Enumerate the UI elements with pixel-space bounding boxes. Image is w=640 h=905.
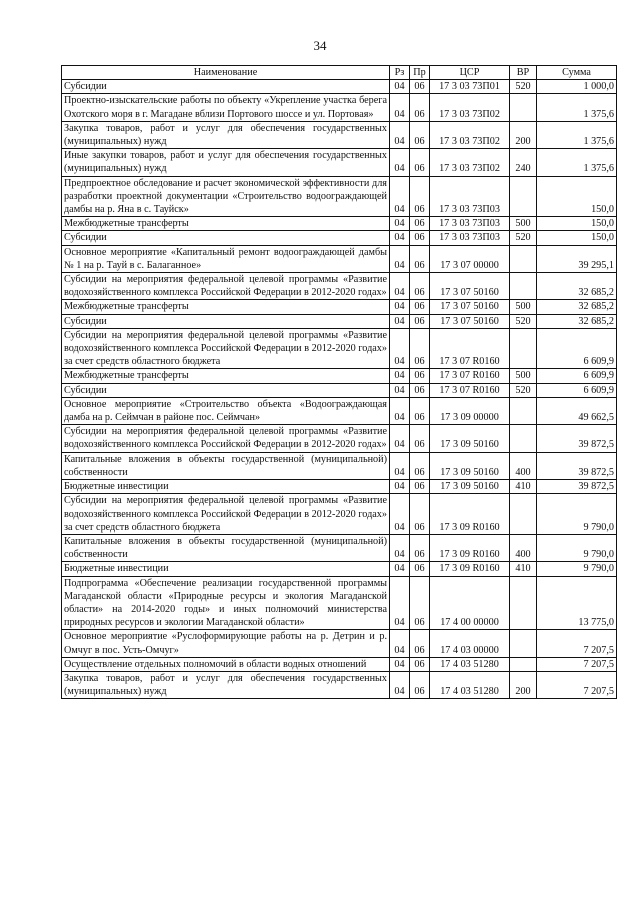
cell-pr: 06 bbox=[410, 480, 430, 494]
cell-sum: 1 375,6 bbox=[537, 94, 617, 121]
table-row bbox=[62, 273, 617, 300]
cell-csr: 17 3 03 73П02 bbox=[430, 94, 510, 121]
cell-pr: 06 bbox=[410, 369, 430, 383]
cell-rz: 04 bbox=[390, 425, 410, 452]
cell-sum: 150,0 bbox=[537, 217, 617, 231]
cell-sum: 9 790,0 bbox=[537, 562, 617, 576]
table-row bbox=[62, 671, 617, 698]
cell-pr: 06 bbox=[410, 630, 430, 657]
cell-vr: 400 bbox=[510, 534, 537, 561]
table-row bbox=[62, 231, 617, 245]
cell-pr: 06 bbox=[410, 217, 430, 231]
cell-vr: 200 bbox=[510, 121, 537, 148]
cell-pr: 06 bbox=[410, 534, 430, 561]
cell-csr: 17 3 07 R0160 bbox=[430, 369, 510, 383]
header-vr: ВР bbox=[510, 66, 537, 80]
table-row bbox=[62, 480, 617, 494]
cell-csr: 17 4 03 51280 bbox=[430, 671, 510, 698]
cell-sum: 7 207,5 bbox=[537, 671, 617, 698]
table-row bbox=[62, 494, 617, 535]
cell-rz: 04 bbox=[390, 80, 410, 94]
cell-name: Субсидии на мероприятия федеральной целевой программы «Развитие водохозяйственного комплекса Российской Федерации в 2012-2020 годах» за счет средств областного бюджета bbox=[62, 328, 390, 369]
cell-name: Иные закупки товаров, работ и услуг для обеспечения государственных (муниципальных) нужд bbox=[62, 149, 390, 176]
cell-rz: 04 bbox=[390, 231, 410, 245]
cell-sum: 49 662,5 bbox=[537, 397, 617, 424]
header-row bbox=[62, 66, 617, 80]
cell-pr: 06 bbox=[410, 94, 430, 121]
table-row bbox=[62, 94, 617, 121]
cell-name: Субсидии bbox=[62, 80, 390, 94]
cell-pr: 06 bbox=[410, 121, 430, 148]
table-row bbox=[62, 300, 617, 314]
cell-pr: 06 bbox=[410, 328, 430, 369]
cell-rz: 04 bbox=[390, 121, 410, 148]
header-pr: Пр bbox=[410, 66, 430, 80]
table-row bbox=[62, 562, 617, 576]
cell-pr: 06 bbox=[410, 176, 430, 217]
cell-rz: 04 bbox=[390, 494, 410, 535]
cell-rz: 04 bbox=[390, 217, 410, 231]
cell-sum: 39 872,5 bbox=[537, 452, 617, 479]
cell-pr: 06 bbox=[410, 231, 430, 245]
cell-vr bbox=[510, 630, 537, 657]
cell-vr: 200 bbox=[510, 671, 537, 698]
cell-name: Подпрограмма «Обеспечение реализации государственной программы Магаданской области «Природные ресурсы и экология Магаданской области» на 2014-2020 годы» и иных полномочий министерства природных ресурсов и экологии Магаданской области» bbox=[62, 576, 390, 630]
cell-csr: 17 3 09 R0160 bbox=[430, 534, 510, 561]
cell-csr: 17 3 03 73П02 bbox=[430, 121, 510, 148]
cell-rz: 04 bbox=[390, 369, 410, 383]
cell-csr: 17 3 03 73П03 bbox=[430, 176, 510, 217]
cell-pr: 06 bbox=[410, 494, 430, 535]
cell-name: Капитальные вложения в объекты государственной (муниципальной) собственности bbox=[62, 452, 390, 479]
cell-pr: 06 bbox=[410, 245, 430, 272]
cell-name: Основное мероприятие «Руслоформирующие работы на р. Детрин и р. Омчуг в пос. Усть-Омчуг» bbox=[62, 630, 390, 657]
cell-name: Основное мероприятие «Строительство объекта «Водоограждающая дамба на р. Сеймчан в районе пос. Сеймчан» bbox=[62, 397, 390, 424]
cell-pr: 06 bbox=[410, 397, 430, 424]
cell-name: Проектно-изыскательские работы по объекту «Укрепление участка берега Охотского моря в г. Магадане вблизи Портового шоссе и ул. Портовая» bbox=[62, 94, 390, 121]
cell-vr bbox=[510, 576, 537, 630]
cell-rz: 04 bbox=[390, 94, 410, 121]
cell-vr: 500 bbox=[510, 369, 537, 383]
cell-sum: 1 375,6 bbox=[537, 121, 617, 148]
cell-rz: 04 bbox=[390, 176, 410, 217]
header-sum: Сумма bbox=[537, 66, 617, 80]
cell-csr: 17 3 09 50160 bbox=[430, 452, 510, 479]
table-row bbox=[62, 149, 617, 176]
cell-sum: 1 375,6 bbox=[537, 149, 617, 176]
cell-rz: 04 bbox=[390, 314, 410, 328]
table-row bbox=[62, 217, 617, 231]
cell-name: Межбюджетные трансферты bbox=[62, 369, 390, 383]
header-name: Наименование bbox=[62, 66, 390, 80]
cell-sum: 150,0 bbox=[537, 231, 617, 245]
cell-pr: 06 bbox=[410, 80, 430, 94]
cell-vr: 240 bbox=[510, 149, 537, 176]
cell-name: Осуществление отдельных полномочий в области водных отношений bbox=[62, 657, 390, 671]
table-body bbox=[62, 80, 617, 699]
table-header bbox=[62, 66, 617, 80]
cell-sum: 7 207,5 bbox=[537, 630, 617, 657]
cell-sum: 7 207,5 bbox=[537, 657, 617, 671]
cell-rz: 04 bbox=[390, 630, 410, 657]
cell-vr: 520 bbox=[510, 383, 537, 397]
table-row bbox=[62, 657, 617, 671]
cell-csr: 17 3 07 50160 bbox=[430, 300, 510, 314]
cell-csr: 17 3 09 50160 bbox=[430, 480, 510, 494]
cell-pr: 06 bbox=[410, 314, 430, 328]
budget-table bbox=[61, 65, 617, 699]
cell-sum: 39 295,1 bbox=[537, 245, 617, 272]
cell-name: Капитальные вложения в объекты государственной (муниципальной) собственности bbox=[62, 534, 390, 561]
cell-csr: 17 3 07 R0160 bbox=[430, 328, 510, 369]
cell-rz: 04 bbox=[390, 562, 410, 576]
cell-csr: 17 3 03 73П03 bbox=[430, 231, 510, 245]
cell-csr: 17 3 03 73П03 bbox=[430, 217, 510, 231]
cell-name: Предпроектное обследование и расчет экономической эффективности для разработки проектной документации «Строительство водоограждающей дамбы на р. Яна в с. Тауйск» bbox=[62, 176, 390, 217]
cell-sum: 9 790,0 bbox=[537, 494, 617, 535]
cell-rz: 04 bbox=[390, 576, 410, 630]
header-rz: Рз bbox=[390, 66, 410, 80]
cell-csr: 17 3 03 73П02 bbox=[430, 149, 510, 176]
cell-rz: 04 bbox=[390, 245, 410, 272]
table-row bbox=[62, 80, 617, 94]
cell-sum: 13 775,0 bbox=[537, 576, 617, 630]
cell-csr: 17 3 07 50160 bbox=[430, 273, 510, 300]
cell-sum: 39 872,5 bbox=[537, 480, 617, 494]
cell-rz: 04 bbox=[390, 480, 410, 494]
cell-vr: 500 bbox=[510, 217, 537, 231]
cell-rz: 04 bbox=[390, 149, 410, 176]
cell-pr: 06 bbox=[410, 452, 430, 479]
cell-csr: 17 4 03 00000 bbox=[430, 630, 510, 657]
cell-sum: 150,0 bbox=[537, 176, 617, 217]
cell-rz: 04 bbox=[390, 397, 410, 424]
cell-vr: 520 bbox=[510, 314, 537, 328]
cell-pr: 06 bbox=[410, 562, 430, 576]
table-row bbox=[62, 369, 617, 383]
cell-sum: 9 790,0 bbox=[537, 534, 617, 561]
cell-name: Межбюджетные трансферты bbox=[62, 300, 390, 314]
cell-pr: 06 bbox=[410, 671, 430, 698]
cell-name: Закупка товаров, работ и услуг для обеспечения государственных (муниципальных) нужд bbox=[62, 671, 390, 698]
cell-vr: 520 bbox=[510, 231, 537, 245]
cell-sum: 6 609,9 bbox=[537, 369, 617, 383]
cell-csr: 17 4 00 00000 bbox=[430, 576, 510, 630]
table-row bbox=[62, 121, 617, 148]
cell-sum: 6 609,9 bbox=[537, 328, 617, 369]
cell-vr bbox=[510, 657, 537, 671]
cell-rz: 04 bbox=[390, 534, 410, 561]
cell-csr: 17 3 07 R0160 bbox=[430, 383, 510, 397]
cell-csr: 17 3 09 R0160 bbox=[430, 562, 510, 576]
cell-name: Бюджетные инвестиции bbox=[62, 562, 390, 576]
cell-vr bbox=[510, 94, 537, 121]
table-row bbox=[62, 452, 617, 479]
cell-name: Субсидии на мероприятия федеральной целевой программы «Развитие водохозяйственного комплекса Российской Федерации в 2012-2020 годах» за счет средств областного бюджета bbox=[62, 494, 390, 535]
header-csr: ЦСР bbox=[430, 66, 510, 80]
cell-csr: 17 3 09 00000 bbox=[430, 397, 510, 424]
table-row bbox=[62, 176, 617, 217]
cell-csr: 17 3 07 00000 bbox=[430, 245, 510, 272]
table-row bbox=[62, 245, 617, 272]
page-number: 34 bbox=[313, 38, 327, 53]
cell-vr: 520 bbox=[510, 80, 537, 94]
cell-name: Субсидии bbox=[62, 314, 390, 328]
cell-name: Субсидии bbox=[62, 383, 390, 397]
cell-rz: 04 bbox=[390, 273, 410, 300]
table-row bbox=[62, 425, 617, 452]
table-row bbox=[62, 314, 617, 328]
table-row bbox=[62, 576, 617, 630]
cell-name: Субсидии на мероприятия федеральной целевой программы «Развитие водохозяйственного комплекса Российской Федерации в 2012-2020 годах» bbox=[62, 425, 390, 452]
cell-sum: 1 000,0 bbox=[537, 80, 617, 94]
cell-vr: 500 bbox=[510, 300, 537, 314]
cell-sum: 32 685,2 bbox=[537, 273, 617, 300]
cell-vr bbox=[510, 425, 537, 452]
cell-csr: 17 3 09 50160 bbox=[430, 425, 510, 452]
cell-pr: 06 bbox=[410, 576, 430, 630]
cell-sum: 32 685,2 bbox=[537, 314, 617, 328]
cell-name: Межбюджетные трансферты bbox=[62, 217, 390, 231]
table-row bbox=[62, 397, 617, 424]
cell-pr: 06 bbox=[410, 273, 430, 300]
cell-name: Бюджетные инвестиции bbox=[62, 480, 390, 494]
cell-rz: 04 bbox=[390, 671, 410, 698]
cell-rz: 04 bbox=[390, 383, 410, 397]
cell-name: Субсидии bbox=[62, 231, 390, 245]
cell-vr: 400 bbox=[510, 452, 537, 479]
cell-vr bbox=[510, 397, 537, 424]
cell-pr: 06 bbox=[410, 425, 430, 452]
table-row bbox=[62, 630, 617, 657]
table-row bbox=[62, 534, 617, 561]
cell-pr: 06 bbox=[410, 383, 430, 397]
cell-rz: 04 bbox=[390, 657, 410, 671]
cell-vr bbox=[510, 273, 537, 300]
table-row bbox=[62, 383, 617, 397]
cell-pr: 06 bbox=[410, 149, 430, 176]
cell-vr bbox=[510, 328, 537, 369]
cell-sum: 39 872,5 bbox=[537, 425, 617, 452]
cell-sum: 6 609,9 bbox=[537, 383, 617, 397]
cell-rz: 04 bbox=[390, 300, 410, 314]
cell-pr: 06 bbox=[410, 300, 430, 314]
cell-pr: 06 bbox=[410, 657, 430, 671]
cell-rz: 04 bbox=[390, 452, 410, 479]
table-row bbox=[62, 328, 617, 369]
cell-rz: 04 bbox=[390, 328, 410, 369]
cell-vr bbox=[510, 494, 537, 535]
cell-vr bbox=[510, 176, 537, 217]
cell-sum: 32 685,2 bbox=[537, 300, 617, 314]
cell-csr: 17 4 03 51280 bbox=[430, 657, 510, 671]
cell-vr: 410 bbox=[510, 480, 537, 494]
cell-csr: 17 3 09 R0160 bbox=[430, 494, 510, 535]
cell-vr bbox=[510, 245, 537, 272]
cell-csr: 17 3 03 73П01 bbox=[430, 80, 510, 94]
cell-csr: 17 3 07 50160 bbox=[430, 314, 510, 328]
cell-name: Закупка товаров, работ и услуг для обеспечения государственных (муниципальных) нужд bbox=[62, 121, 390, 148]
cell-name: Субсидии на мероприятия федеральной целевой программы «Развитие водохозяйственного комплекса Российской Федерации в 2012-2020 годах» bbox=[62, 273, 390, 300]
cell-name: Основное мероприятие «Капитальный ремонт водоограждающей дамбы № 1 на р. Тауй в с. Балаганное» bbox=[62, 245, 390, 272]
cell-vr: 410 bbox=[510, 562, 537, 576]
